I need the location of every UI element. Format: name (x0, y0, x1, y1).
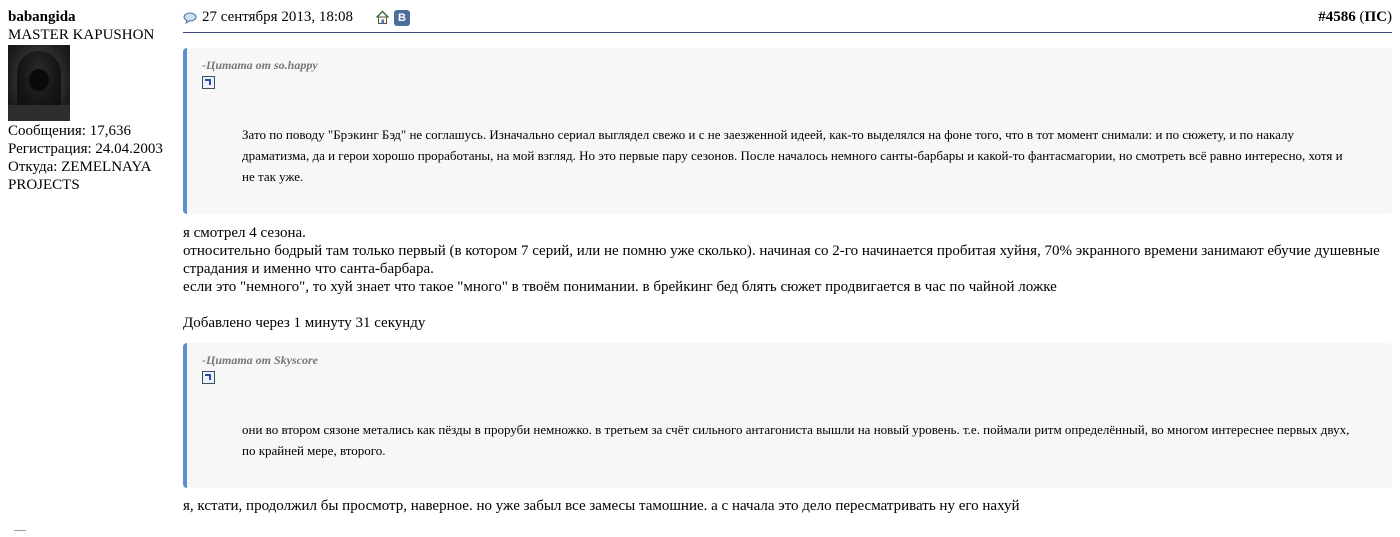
user-messages-count: Сообщения: 17,636 (8, 123, 131, 139)
user-registration: Регистрация: 24.04.2003 (8, 141, 163, 157)
username[interactable]: babangida (8, 9, 76, 25)
home-icon[interactable] (375, 10, 390, 25)
post-line: я, кстати, продолжил бы просмотр, наверное. но уже забыл все замесы тамошние. а с начала это дело пересматривать ну его нахуй (183, 498, 1020, 514)
avatar[interactable] (8, 45, 70, 121)
post-line: относительно бодрый там только первый (в котором 7 серий, или не помню уже сколько). начиная со 2-го начинается пробитая хуйня, 70% экранного времени занимают ебучие душевные страдания и именно что санта-барбара. (183, 243, 1380, 277)
speech-bubble-icon (183, 12, 197, 24)
post-body-1 (183, 224, 1392, 332)
vk-icon[interactable]: В (394, 10, 410, 26)
user-info-panel (8, 8, 178, 194)
post-line: я смотрел 4 сезона. (183, 225, 306, 241)
ps-link[interactable]: ПС (1364, 9, 1387, 25)
user-title: MASTER KAPUSHON (8, 27, 155, 43)
quote-title: -Цитата от Skyscore (202, 353, 318, 367)
quote-link-icon[interactable] (202, 371, 215, 384)
post-date: 27 сентября 2013, 18:08 (202, 9, 353, 25)
post-number-area (1318, 9, 1392, 26)
quote-block-2 (183, 343, 1392, 488)
ps-paren-close: ) (1387, 9, 1392, 25)
avatar-face (29, 69, 49, 91)
added-note: Добавлено через 1 минуту 31 секунду (183, 315, 426, 331)
ps-paren-open: ( (1359, 9, 1365, 25)
line-spacer (183, 296, 1392, 314)
quote-block-1 (183, 48, 1392, 214)
post (183, 8, 1392, 515)
post-number[interactable]: #4586 (1318, 9, 1356, 25)
post-header (183, 8, 1392, 33)
post-line: если это "немного", то хуй знает что такое "много" в твоём понимании. в брейкинг бед блять сюжет продвигается в час по чайной ложке (183, 279, 1057, 295)
quote-link-icon[interactable] (202, 76, 215, 89)
avatar-shoulders (8, 105, 70, 121)
post-body-2 (183, 497, 1392, 515)
user-location: Откуда: ZEMELNAYA PROJECTS (8, 159, 151, 193)
quote-text: Зато по поводу "Брэкинг Бэд" не соглашусь. Изначально сериал выглядел свежо и с не заезженной идеей, как-то выделялся на фоне того, что в тот момент снимали: и по сюжету, и по накалу драматизма, да и герои хорошо проработаны, на мой взгляд. Но это первые пару сезонов. После началось немного санты-барбары и какой-то фантасмагории, но смотреть всё равно интересно, хотя и не так уже. (242, 127, 1343, 184)
quote-text: они во втором сязоне метались как пёзды в проруби немножко. в третьем за счёт сильного антагониста вышли на новый уровень. т.е. поймали ритм определённый, во многом интереснее первых двух, по крайней мере, второго. (242, 422, 1350, 458)
quote-title: -Цитата от so.happy (202, 58, 318, 72)
post-header-left (183, 9, 410, 26)
